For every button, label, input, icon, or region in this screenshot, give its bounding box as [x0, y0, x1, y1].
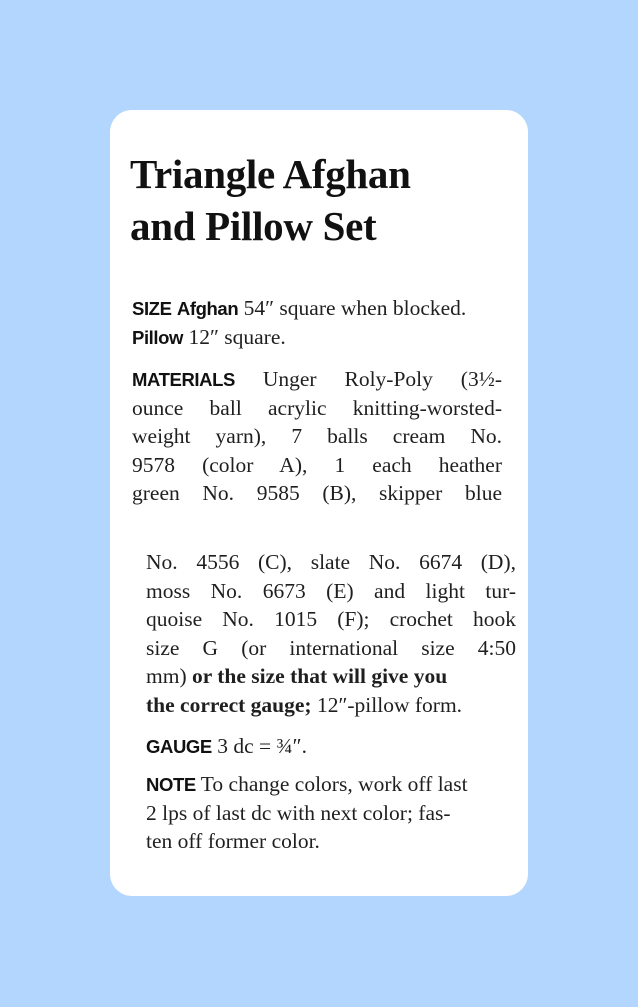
materials-line-10-text: mm) [146, 664, 192, 689]
materials-line-11 [146, 691, 516, 720]
gauge-label: GAUGE [146, 736, 212, 757]
size-line-1 [132, 294, 502, 323]
materials-line-2: ounce ball acrylic knitting-worsted- [132, 395, 502, 420]
pillow-size-text: 12″ square. [183, 324, 286, 349]
note-line-1-text: To change colors, work off last [195, 772, 468, 796]
size-line-2 [132, 323, 502, 352]
materials-line-1-text: Unger Roly-Poly (3½- [234, 367, 502, 391]
title-line-1: Triangle Afghan [130, 151, 411, 197]
materials-line-3: weight yarn), 7 balls cream No. [132, 424, 502, 449]
note-label: NOTE [146, 774, 196, 795]
materials-line-1 [132, 365, 502, 394]
pillow-label: Pillow [132, 326, 184, 348]
note-line-1 [146, 770, 516, 799]
size-section [132, 294, 502, 351]
gauge-line [146, 732, 516, 761]
materials-label: MATERIALS [132, 369, 235, 390]
gauge-section [146, 732, 516, 761]
materials-line-5: green No. 9585 (B), skipper blue [132, 481, 502, 506]
materials-line-10 [146, 662, 516, 691]
materials-line-4: 9578 (color A), 1 each heather [132, 452, 502, 477]
pattern-card [110, 110, 528, 896]
note-line-2: 2 lps of last dc with next color; fas- [146, 800, 451, 825]
materials-line-7: moss No. 6673 (E) and light tur- [146, 578, 516, 603]
materials-correct-gauge: the correct gauge; [146, 692, 312, 717]
materials-line-8: quoise No. 1015 (F); crochet hook [146, 607, 516, 632]
afghan-label: Afghan [176, 298, 239, 319]
materials-line-11-text: 12″-pillow form. [311, 692, 463, 717]
materials-line-6: No. 4556 (C), slate No. 6674 (D), [146, 550, 516, 574]
materials-continued-section [146, 548, 516, 720]
pattern-title [130, 148, 411, 252]
materials-gauge-emphasis: or the size that will give you [191, 664, 448, 689]
title-line-2: and Pillow Set [130, 203, 377, 249]
size-label: SIZE [132, 298, 172, 319]
note-section [146, 770, 516, 856]
afghan-size-text: 54″ square when blocked. [238, 296, 467, 320]
materials-line-9: size G (or international size 4:50 [146, 635, 516, 660]
materials-section [132, 365, 502, 508]
note-line-3: ten off former color. [146, 829, 320, 854]
gauge-text: 3 dc = ¾″. [211, 734, 307, 758]
